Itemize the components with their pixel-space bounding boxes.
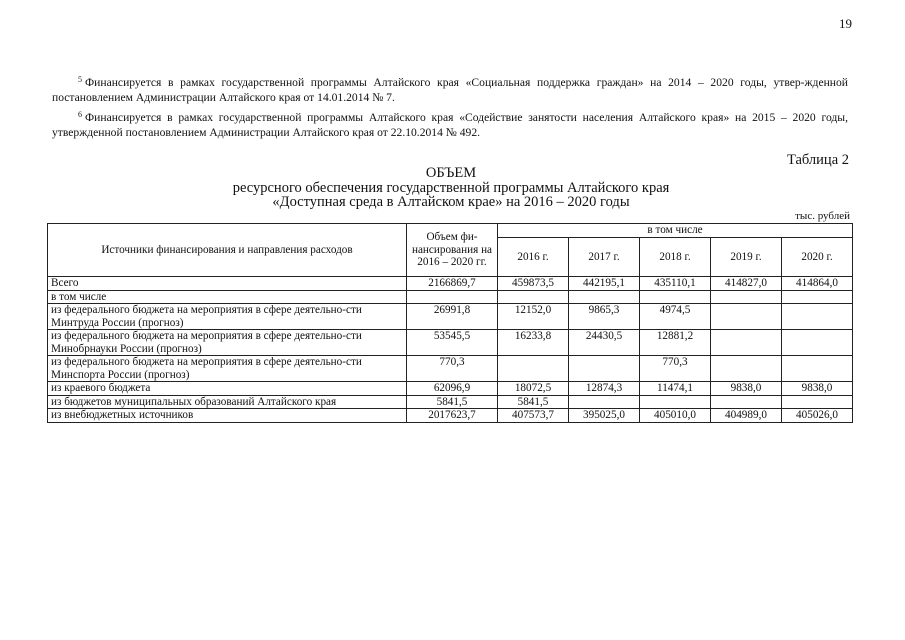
cell-2020: 414864,0 xyxy=(782,277,853,291)
row-label: Всего xyxy=(48,277,407,291)
cell-2020: 9838,0 xyxy=(782,382,853,396)
cell-2017: 12874,3 xyxy=(569,382,640,396)
cell-total: 26991,8 xyxy=(407,304,498,330)
cell-2017: 395025,0 xyxy=(569,409,640,423)
footnotes xyxy=(52,72,848,142)
table-row xyxy=(48,304,853,330)
cell-2016: 5841,5 xyxy=(498,395,569,409)
row-label: из внебюджетных источников xyxy=(48,409,407,423)
table-row xyxy=(48,382,853,396)
table-title xyxy=(52,166,850,210)
row-label: в том числе xyxy=(48,290,407,304)
title-line-1: ОБЪЕМ xyxy=(425,165,477,181)
cell-2018 xyxy=(640,395,711,409)
cell-2017 xyxy=(569,356,640,382)
cell-total: 770,3 xyxy=(407,356,498,382)
cell-2018: 770,3 xyxy=(640,356,711,382)
cell-2018: 11474,1 xyxy=(640,382,711,396)
cell-2017 xyxy=(569,290,640,304)
cell-2019: 404989,0 xyxy=(711,409,782,423)
header-year-2020: 2020 г. xyxy=(782,237,853,276)
table-row xyxy=(48,356,853,382)
table-row xyxy=(48,290,853,304)
cell-2016 xyxy=(498,356,569,382)
cell-2016: 16233,8 xyxy=(498,330,569,356)
cell-2020 xyxy=(782,290,853,304)
cell-2020 xyxy=(782,356,853,382)
footnote-5 xyxy=(52,72,848,105)
page-number: 19 xyxy=(839,16,852,31)
header-including: в том числе xyxy=(498,224,853,238)
cell-2018: 4974,5 xyxy=(640,304,711,330)
cell-2020 xyxy=(782,330,853,356)
footnote-marker: 5 xyxy=(78,75,82,84)
cell-total xyxy=(407,290,498,304)
cell-2020: 405026,0 xyxy=(782,409,853,423)
budget-table xyxy=(47,223,853,423)
cell-2017: 442195,1 xyxy=(569,277,640,291)
cell-2018 xyxy=(640,290,711,304)
table-row xyxy=(48,409,853,423)
cell-total: 2017623,7 xyxy=(407,409,498,423)
cell-2017: 24430,5 xyxy=(569,330,640,356)
cell-2019 xyxy=(711,304,782,330)
footnote-marker: 6 xyxy=(78,110,82,119)
table-row xyxy=(48,277,853,291)
cell-2016: 18072,5 xyxy=(498,382,569,396)
footnote-6 xyxy=(52,107,848,140)
cell-2016: 12152,0 xyxy=(498,304,569,330)
header-year-2016: 2016 г. xyxy=(498,237,569,276)
cell-2018: 12881,2 xyxy=(640,330,711,356)
cell-2016: 407573,7 xyxy=(498,409,569,423)
header-year-2017: 2017 г. xyxy=(569,237,640,276)
title-line-3: «Доступная среда в Алтайском крае» на 2016 – 2020 годы xyxy=(272,194,630,210)
row-label: из краевого бюджета xyxy=(48,382,407,396)
cell-2020 xyxy=(782,304,853,330)
cell-2019 xyxy=(711,290,782,304)
row-label: из бюджетов муниципальных образований Алтайского края xyxy=(48,395,407,409)
footnote-text: Финансируется в рамках государственной программы Алтайского края «Социальная поддержка граждан» на 2014 – 2020 годы, утвер-жденной постановлением Администрации Алтайского края от 14.01.2014 № 7. xyxy=(52,76,848,104)
cell-2016: 459873,5 xyxy=(498,277,569,291)
table-header-row xyxy=(48,224,853,238)
cell-2019 xyxy=(711,395,782,409)
table-row xyxy=(48,395,853,409)
cell-2019: 9838,0 xyxy=(711,382,782,396)
table-row xyxy=(48,330,853,356)
cell-total: 62096,9 xyxy=(407,382,498,396)
cell-2017 xyxy=(569,395,640,409)
cell-2020 xyxy=(782,395,853,409)
cell-2016 xyxy=(498,290,569,304)
cell-total: 2166869,7 xyxy=(407,277,498,291)
cell-2017: 9865,3 xyxy=(569,304,640,330)
cell-2018: 405010,0 xyxy=(640,409,711,423)
cell-2019 xyxy=(711,330,782,356)
unit-label: тыс. рублей xyxy=(795,210,850,222)
cell-2019 xyxy=(711,356,782,382)
cell-2019: 414827,0 xyxy=(711,277,782,291)
cell-2018: 435110,1 xyxy=(640,277,711,291)
header-total: Объем фи-нансирования на 2016 – 2020 гг. xyxy=(407,224,498,277)
header-source: Источники финансирования и направления расходов xyxy=(48,224,407,277)
cell-total: 5841,5 xyxy=(407,395,498,409)
row-label: из федерального бюджета на мероприятия в сфере деятельно-сти Минтруда России (прогноз) xyxy=(48,304,407,330)
header-year-2018: 2018 г. xyxy=(640,237,711,276)
row-label: из федерального бюджета на мероприятия в сфере деятельно-сти Минспорта России (прогноз) xyxy=(48,356,407,382)
footnote-text: Финансируется в рамках государственной программы Алтайского края «Содействие занятости населения Алтайского края» на 2015 – 2020 годы, утвержденной постановлением Администрации Алтайского края от 22.10.2014 № 492. xyxy=(52,111,848,139)
cell-total: 53545,5 xyxy=(407,330,498,356)
title-line-2: ресурсного обеспечения государственной программы Алтайского края xyxy=(232,179,670,196)
row-label: из федерального бюджета на мероприятия в сфере деятельно-сти Минобрнауки России (прогноз) xyxy=(48,330,407,356)
header-year-2019: 2019 г. xyxy=(711,237,782,276)
table-label: Таблица 2 xyxy=(786,152,849,168)
